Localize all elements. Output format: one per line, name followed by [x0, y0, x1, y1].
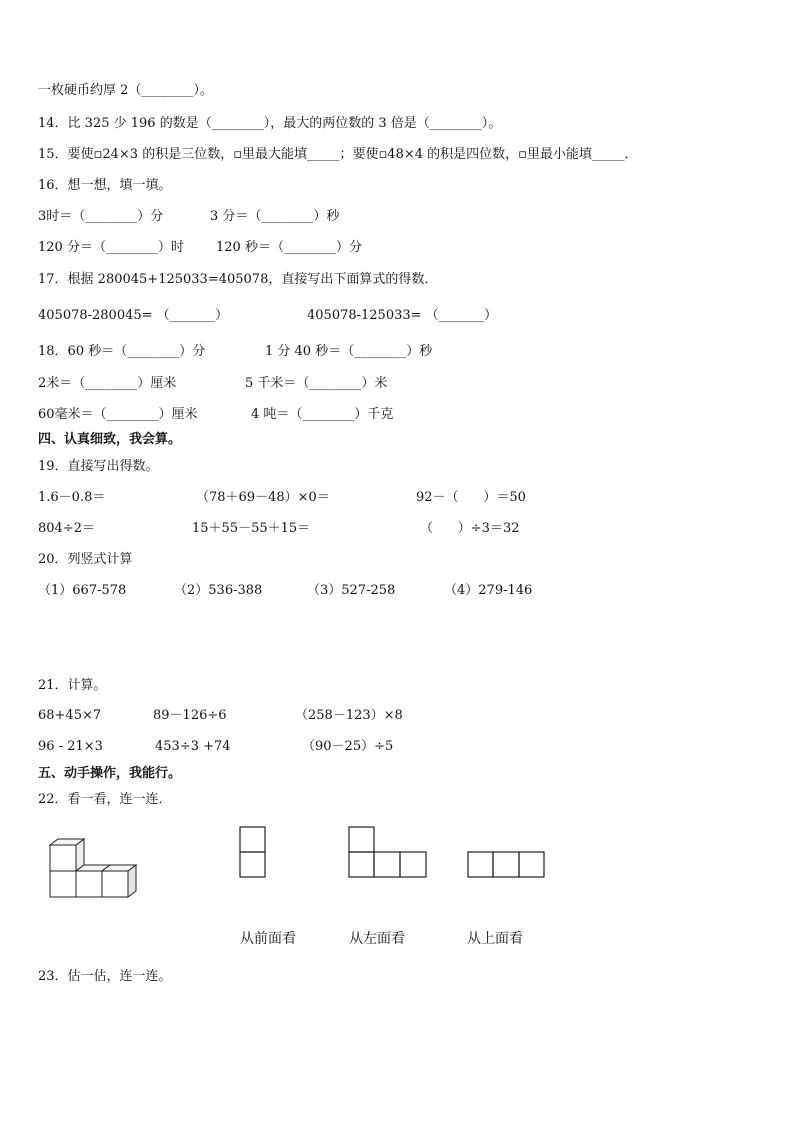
q18-item-5: 60毫米＝（________）厘米 [38, 407, 198, 422]
view-top-shape [468, 852, 544, 877]
q19-item-6: （ ）÷3＝32 [420, 521, 520, 536]
question-20: 20．列竖式计算 [38, 552, 133, 567]
q16-item-3: 120 分＝（________）时 [38, 240, 184, 255]
q20-item-1: （1）667-578 [38, 583, 127, 598]
q19-item-1: 1.6－0.8＝ [38, 490, 106, 505]
question-14: 14．比 325 少 196 的数是（________），最大的两位数的 3 倍是（________）。 [38, 116, 502, 131]
q18-item-2: 1 分 40 秒＝（________）秒 [265, 344, 433, 359]
q21-item-5: 453÷3 +74 [155, 739, 231, 754]
section-5-heading: 五、动手操作，我能行。 [38, 766, 182, 781]
cube-solid [50, 839, 136, 897]
view-left-shape [349, 827, 426, 877]
q16-item-1: 3时＝（________）分 [38, 209, 164, 224]
section-4-heading: 四、认真细致，我会算。 [38, 432, 182, 447]
q16-item-4: 120 秒＝（________）分 [216, 240, 362, 255]
question-17: 17．根据 280045+125033=405078，直接写出下面算式的得数． [38, 272, 438, 287]
question-23: 23．估一估，连一连。 [38, 969, 172, 984]
view-label-left: 从左面看 [349, 931, 405, 947]
q21-item-6: （90－25）÷5 [302, 739, 394, 754]
question-19: 19．直接写出得数。 [38, 459, 159, 474]
q16-item-2: 3 分＝（________）秒 [210, 209, 340, 224]
q19-item-5: 15＋55－55＋15＝ [192, 521, 311, 536]
coin-thickness-question: 一枚硬币约厚 2（________）。 [38, 83, 213, 98]
view-label-front: 从前面看 [240, 931, 296, 947]
q21-item-3: （258－123）×8 [295, 708, 403, 723]
q21-item-4: 96 - 21×3 [38, 739, 103, 754]
q19-item-2: （78＋69－48）×0＝ [196, 490, 330, 505]
q19-item-4: 804÷2＝ [38, 521, 95, 536]
q19-item-3: 92－（ ）＝50 [416, 490, 526, 505]
q17-item-1: 405078-280045= （_______） [38, 308, 229, 323]
q18-item-3: 2米＝（________）厘米 [38, 376, 177, 391]
question-15: 15．要使▫24×3 的积是三位数，▫里最大能填_____；要使▫48×4 的积是四位数，▫里最小能填_____． [38, 147, 638, 162]
q18-item-6: 4 吨＝（________）千克 [251, 407, 394, 422]
q20-item-3: （3）527-258 [307, 583, 396, 598]
question-16: 16．想一想，填一填。 [38, 178, 172, 193]
question-22: 22．看一看，连一连． [38, 792, 172, 807]
question-21: 21．计算。 [38, 678, 107, 693]
q21-item-2: 89－126÷6 [153, 708, 227, 723]
q17-item-2: 405078-125033= （_______） [307, 308, 498, 323]
q20-item-4: （4）279-146 [444, 583, 533, 598]
q20-item-2: （2）536-388 [174, 583, 263, 598]
view-front-shape [240, 827, 265, 877]
q21-item-1: 68+45×7 [38, 708, 102, 723]
question-18-item-1: 18．60 秒＝（________）分 [38, 344, 206, 359]
view-label-top: 从上面看 [467, 931, 523, 947]
q18-item-4: 5 千米＝（________）米 [245, 376, 388, 391]
